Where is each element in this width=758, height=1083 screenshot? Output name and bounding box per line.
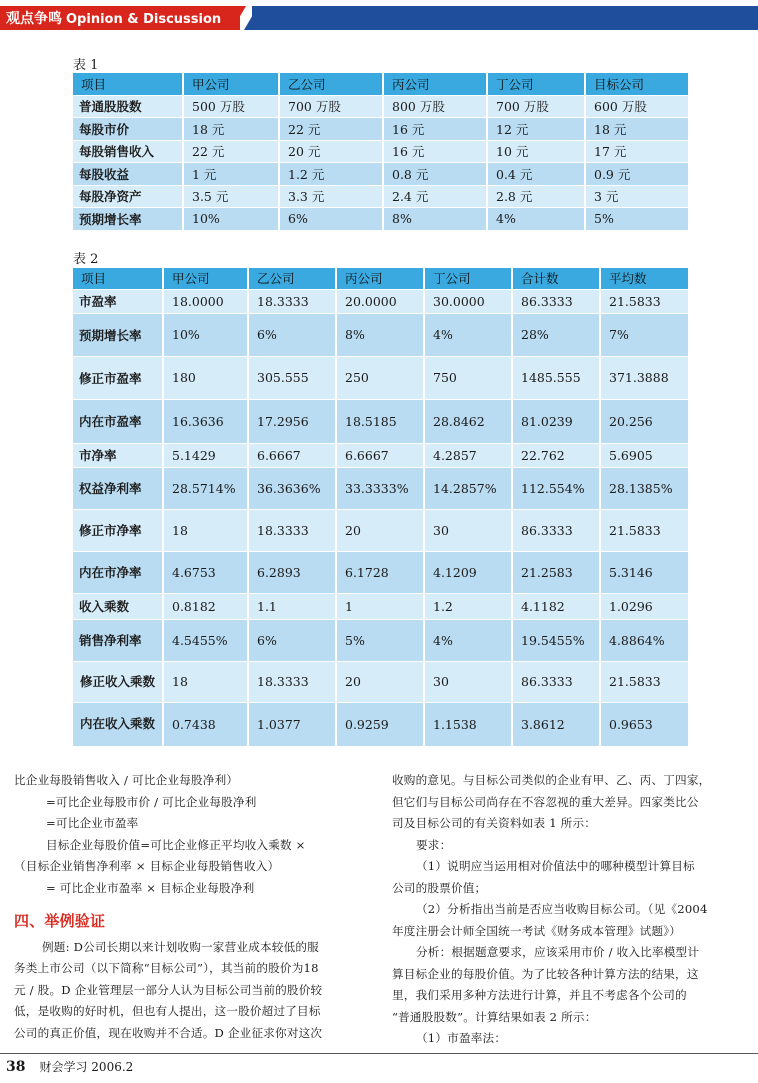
table-cell: 0.4 元	[487, 163, 585, 186]
row-label: 收入乘数	[73, 593, 163, 619]
table-cell: 18.0000	[163, 289, 248, 313]
section-title	[6, 8, 221, 28]
column-header: 甲公司	[163, 268, 248, 289]
table-cell: 1.2 元	[279, 163, 383, 186]
table-cell: 4.2857	[424, 443, 512, 467]
table-cell: 1	[336, 593, 424, 619]
column-header: 丁公司	[487, 73, 585, 95]
table-cell: 5%	[336, 619, 424, 661]
table-cell: 250	[336, 356, 424, 399]
table-cell: 8%	[336, 313, 424, 356]
table-cell: 18.3333	[248, 661, 336, 702]
text-line: =可比企业每股市价 / 可比企业每股净利	[46, 794, 257, 809]
column-header: 目标公司	[585, 73, 688, 95]
table-row	[73, 163, 688, 186]
text-line: （1）说明应当运用相对价值法中的哪种模型计算目标	[416, 859, 695, 873]
column-header: 乙公司	[279, 73, 383, 95]
table-cell: 30	[424, 509, 512, 551]
table1	[73, 73, 688, 231]
column-header: 项目	[73, 268, 163, 289]
table-cell: 6.6667	[248, 443, 336, 467]
column-header: 项目	[73, 73, 183, 95]
text-line: =可比企业市盈率	[46, 816, 139, 830]
row-label: 预期增长率	[73, 313, 163, 356]
table-cell: 5.1429	[163, 443, 248, 467]
text-line: 公司的真正价值，现在收购并不合适。D 企业征求你对这次	[14, 1025, 323, 1040]
header-banner	[0, 0, 758, 30]
table-row	[73, 702, 688, 746]
row-label: 内在收入乘数	[73, 702, 163, 746]
table-cell: 180	[163, 356, 248, 399]
table-cell: 6.6667	[336, 443, 424, 467]
table-cell: 21.5833	[600, 289, 688, 313]
table-cell: 2.4 元	[383, 185, 487, 208]
table-cell: 6%	[248, 313, 336, 356]
table-cell: 36.3636%	[248, 467, 336, 509]
table-cell: 86.3333	[512, 289, 600, 313]
table2	[73, 268, 688, 747]
table-cell: 20	[336, 509, 424, 551]
table-cell: 1.0377	[248, 702, 336, 746]
page-footer	[6, 1058, 133, 1075]
text-line: 元 / 股。D 企业管理层一部分人认为目标公司当前的股价较	[14, 982, 323, 997]
row-label: 权益净利率	[73, 467, 163, 509]
table-cell: 16 元	[383, 118, 487, 141]
page-number: 38	[6, 1059, 26, 1075]
table-cell: 20	[336, 661, 424, 702]
row-label: 普通股股数	[73, 95, 183, 118]
table-cell: 1.0296	[600, 593, 688, 619]
table-cell: 800 万股	[383, 95, 487, 118]
table-cell: 81.0239	[512, 399, 600, 443]
section-title-cn: 观点争鸣	[6, 11, 62, 27]
table-row	[73, 208, 688, 231]
text-line: （2）分析指出当前是否应当收购目标公司。（见《2004	[416, 902, 708, 916]
table-cell: 18 元	[585, 118, 688, 141]
row-label: 修正收入乘数	[73, 661, 163, 702]
table-cell: 0.8 元	[383, 163, 487, 186]
table-cell: 0.9 元	[585, 163, 688, 186]
column-header: 甲公司	[183, 73, 279, 95]
table-cell: 18.5185	[336, 399, 424, 443]
table-row	[73, 551, 688, 593]
table-cell: 700 万股	[279, 95, 383, 118]
table-row	[73, 509, 688, 551]
table-row	[73, 399, 688, 443]
table-cell: 28.5714%	[163, 467, 248, 509]
table-header-row	[73, 268, 688, 289]
table-cell: 18 元	[183, 118, 279, 141]
table-cell: 6%	[248, 619, 336, 661]
table-cell: 4%	[424, 619, 512, 661]
table-cell: 16 元	[383, 140, 487, 163]
row-label: 市盈率	[73, 289, 163, 313]
table-cell: 1.1538	[424, 702, 512, 746]
right-text-column	[392, 770, 744, 1050]
column-header: 平均数	[600, 268, 688, 289]
table-cell: 22.762	[512, 443, 600, 467]
table-cell: 0.8182	[163, 593, 248, 619]
table-header-row	[73, 73, 688, 95]
table-row	[73, 118, 688, 141]
table-row	[73, 289, 688, 313]
table-cell: 5.3146	[600, 551, 688, 593]
header-blue-block	[252, 6, 758, 30]
table-cell: 0.9653	[600, 702, 688, 746]
table-cell: 3.3 元	[279, 185, 383, 208]
table-cell: 6.2893	[248, 551, 336, 593]
table-cell: 30	[424, 661, 512, 702]
row-label: 每股销售收入	[73, 140, 183, 163]
table-cell: 20.256	[600, 399, 688, 443]
table-cell: 18	[163, 509, 248, 551]
table2-caption: 表 2	[73, 252, 99, 267]
column-header: 丁公司	[424, 268, 512, 289]
column-header: 乙公司	[248, 268, 336, 289]
table-cell: 4%	[487, 208, 585, 231]
table-cell: 20.0000	[336, 289, 424, 313]
table-cell: 17 元	[585, 140, 688, 163]
table-row	[73, 356, 688, 399]
text-line: 算目标企业的每股价值。为了比较各种计算方法的结果，这	[392, 966, 699, 981]
table-cell: 4.8864%	[600, 619, 688, 661]
table-cell: 5%	[585, 208, 688, 231]
table-cell: 17.2956	[248, 399, 336, 443]
table-cell: 22 元	[183, 140, 279, 163]
table-cell: 21.5833	[600, 509, 688, 551]
table-cell: 22 元	[279, 118, 383, 141]
table-cell: 500 万股	[183, 95, 279, 118]
row-label: 每股净资产	[73, 185, 183, 208]
text-line: 公司的股票价值；	[392, 880, 487, 895]
row-label: 销售净利率	[73, 619, 163, 661]
text-line: “普通股股数”。计算结果如表 2 所示：	[392, 1009, 597, 1024]
table-cell: 1485.555	[512, 356, 600, 399]
table-cell: 86.3333	[512, 661, 600, 702]
table-cell: 86.3333	[512, 509, 600, 551]
text-line: 务类上市公司（以下简称“目标公司”），其当前的股价为18	[14, 961, 319, 975]
table-cell: 20 元	[279, 140, 383, 163]
row-label: 每股收益	[73, 163, 183, 186]
row-label: 每股市价	[73, 118, 183, 141]
text-line: （1）市盈率法：	[416, 1031, 507, 1045]
table-cell: 14.2857%	[424, 467, 512, 509]
table-cell: 3.5 元	[183, 185, 279, 208]
table-cell: 4.5455%	[163, 619, 248, 661]
table-cell: 4.6753	[163, 551, 248, 593]
table-row	[73, 443, 688, 467]
table1-caption: 表 1	[73, 58, 99, 73]
column-header: 合计数	[512, 268, 600, 289]
text-line: 里，我们采用多种方法进行计算，并且不考虑各个公司的	[392, 988, 687, 1002]
row-label: 内在市净率	[73, 551, 163, 593]
table-cell: 4%	[424, 313, 512, 356]
table-row	[73, 95, 688, 118]
column-header: 丙公司	[336, 268, 424, 289]
table-cell: 6.1728	[336, 551, 424, 593]
table-row	[73, 313, 688, 356]
table-cell: 28.8462	[424, 399, 512, 443]
table-row	[73, 619, 688, 661]
table-cell: 750	[424, 356, 512, 399]
row-label: 预期增长率	[73, 208, 183, 231]
section-title-en: Opinion & Discussion	[66, 12, 222, 27]
table-cell: 4.1209	[424, 551, 512, 593]
table-cell: 305.555	[248, 356, 336, 399]
table-cell: 371.3888	[600, 356, 688, 399]
table-cell: 7%	[600, 313, 688, 356]
table-cell: 8%	[383, 208, 487, 231]
table-cell: 4.1182	[512, 593, 600, 619]
table-cell: 19.5455%	[512, 619, 600, 661]
table-cell: 700 万股	[487, 95, 585, 118]
table-cell: 33.3333%	[336, 467, 424, 509]
table-row	[73, 661, 688, 702]
left-text-column	[14, 770, 374, 1044]
text-line: 低，是收购的好时机，但也有人提出，这一股价超过了目标	[14, 1004, 321, 1018]
table-cell: 10%	[183, 208, 279, 231]
table-cell: 3 元	[585, 185, 688, 208]
table-cell: 3.8612	[512, 702, 600, 746]
row-label: 市净率	[73, 443, 163, 467]
row-label: 修正市净率	[73, 509, 163, 551]
section-heading: 四、举例验证	[14, 912, 106, 930]
footer-rule	[0, 1053, 758, 1054]
table-row	[73, 467, 688, 509]
text-line: 比企业每股销售收入 / 可比企业每股净利）	[14, 773, 239, 787]
text-line: 目标企业每股价值=可比企业修正平均收入乘数 ×	[46, 837, 306, 852]
table-cell: 16.3636	[163, 399, 248, 443]
text-line: 司及目标公司的有关资料如表 1 所示：	[392, 816, 597, 830]
table-cell: 0.7438	[163, 702, 248, 746]
row-label: 内在市盈率	[73, 399, 163, 443]
table-cell: 1 元	[183, 163, 279, 186]
table-cell: 28.1385%	[600, 467, 688, 509]
text-line: 收购的意见。与目标公司类似的企业有甲、乙、丙、丁四家，	[392, 773, 711, 787]
table-cell: 18.3333	[248, 289, 336, 313]
table-row	[73, 140, 688, 163]
text-line: = 可比企业市盈率 × 目标企业每股净利	[46, 880, 255, 895]
table-cell: 112.554%	[512, 467, 600, 509]
text-line: （目标企业销售净利率 × 目标企业每股销售收入）	[14, 859, 280, 873]
column-header: 丙公司	[383, 73, 487, 95]
table-cell: 600 万股	[585, 95, 688, 118]
text-line: 例题: D公司长期以来计划收购一家营业成本较低的服	[42, 939, 319, 954]
table-cell: 12 元	[487, 118, 585, 141]
table-row	[73, 593, 688, 619]
table-cell: 10%	[163, 313, 248, 356]
table-cell: 1.2	[424, 593, 512, 619]
text-line: 分析：根据题意要求，应该采用市价 / 收入比率模型计	[416, 945, 700, 959]
table-cell: 1.1	[248, 593, 336, 619]
text-line: 但它们与目标公司尚存在不容忽视的重大差异。四家类比公	[392, 794, 699, 809]
table-cell: 21.2583	[512, 551, 600, 593]
table-cell: 6%	[279, 208, 383, 231]
table-cell: 18.3333	[248, 509, 336, 551]
text-line: 年度注册会计师全国统一考试《财务成本管理》试题》）	[392, 923, 682, 938]
text-line: 要求：	[416, 837, 452, 852]
table-cell: 10 元	[487, 140, 585, 163]
table-cell: 0.9259	[336, 702, 424, 746]
table-cell: 28%	[512, 313, 600, 356]
table-cell: 18	[163, 661, 248, 702]
row-label: 修正市盈率	[73, 356, 163, 399]
table-cell: 2.8 元	[487, 185, 585, 208]
table-row	[73, 185, 688, 208]
table-cell: 30.0000	[424, 289, 512, 313]
table-cell: 5.6905	[600, 443, 688, 467]
table-cell: 21.5833	[600, 661, 688, 702]
journal-info: 财会学习 2006.2	[39, 1060, 134, 1074]
